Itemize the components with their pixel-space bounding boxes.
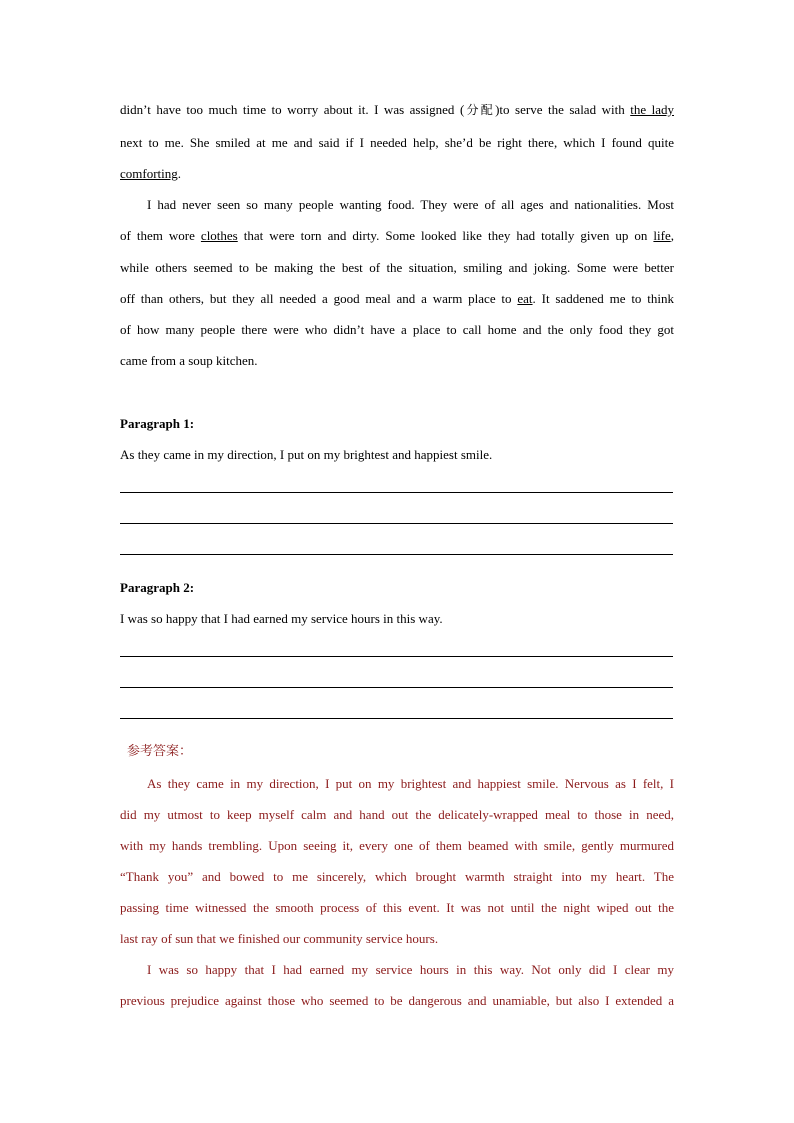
writing-line[interactable]	[120, 554, 673, 555]
passage-text: didn’t have too much time to worry about it. I was assigned (	[120, 102, 465, 117]
writing-line[interactable]	[120, 718, 673, 719]
writing-line[interactable]	[120, 687, 673, 688]
passage-line: next to me. She smiled at me and said if I needed help, she’d be right there, which I found quite	[120, 135, 674, 150]
answer-line: last ray of sun that we finished our community service hours.	[120, 931, 439, 946]
chinese-gloss: 分配	[464, 103, 496, 117]
passage-text: that were torn and dirty. Some looked like they had totally given up on	[237, 228, 654, 243]
answer-line: did my utmost to keep myself calm and hand out the delicately-wrapped meal to those in need,	[120, 807, 674, 822]
underlined-word: comforting	[120, 166, 178, 181]
underlined-word: clothes	[200, 228, 238, 243]
passage-line	[120, 165, 674, 183]
answer-line: “Thank you” and bowed to me sincerely, which brought warmth straight into my heart. The	[120, 869, 674, 884]
passage-text: of them wore	[120, 228, 201, 243]
paragraph-2-label: Paragraph 2:	[120, 580, 195, 595]
passage-line: I had never seen so many people wanting food. They were of all ages and nationalities. Most	[147, 197, 674, 212]
passage-line: while others seemed to be making the best of the situation, smiling and joking. Some were better	[120, 260, 674, 275]
underlined-word: the lady	[630, 102, 674, 117]
passage-text: .	[177, 166, 182, 181]
writing-line[interactable]	[120, 523, 673, 524]
writing-line[interactable]	[120, 656, 673, 657]
passage-text: off than others, but they all needed a good meal and a warm place to	[120, 291, 518, 306]
passage-line	[120, 290, 674, 308]
answer-line: previous prejudice against those who seemed to be dangerous and unamiable, but also I extended a	[120, 993, 674, 1008]
paragraph-1-opening: As they came in my direction, I put on my brightest and happiest smile.	[120, 447, 493, 462]
passage-line: came from a soup kitchen.	[120, 353, 258, 368]
underlined-word: life	[653, 228, 671, 243]
passage-text: . It saddened me to think	[532, 291, 674, 306]
passage-line	[120, 227, 674, 245]
passage-text: )to serve the salad with	[495, 102, 631, 117]
answer-line: with my hands trembling. Upon seeing it, every one of them beamed with smile, gently murmured	[120, 838, 674, 853]
underlined-word: eat	[517, 291, 533, 306]
answer-line: As they came in my direction, I put on my brightest and happiest smile. Nervous as I felt, I	[147, 776, 674, 791]
answer-line: I was so happy that I had earned my service hours in this way. Not only did I clear my	[147, 962, 674, 977]
paragraph-2-opening: I was so happy that I had earned my service hours in this way.	[120, 611, 443, 626]
passage-text: ,	[670, 228, 674, 243]
answer-heading: 参考答案：	[127, 744, 193, 759]
answer-line: passing time witnessed the smooth process of this event. It was not until the night wiped out the	[120, 900, 674, 915]
passage-line: of how many people there were who didn’t have a place to call home and the only food they got	[120, 322, 674, 337]
writing-line[interactable]	[120, 492, 673, 493]
passage-line	[120, 101, 674, 119]
paragraph-1-label: Paragraph 1:	[120, 416, 195, 431]
